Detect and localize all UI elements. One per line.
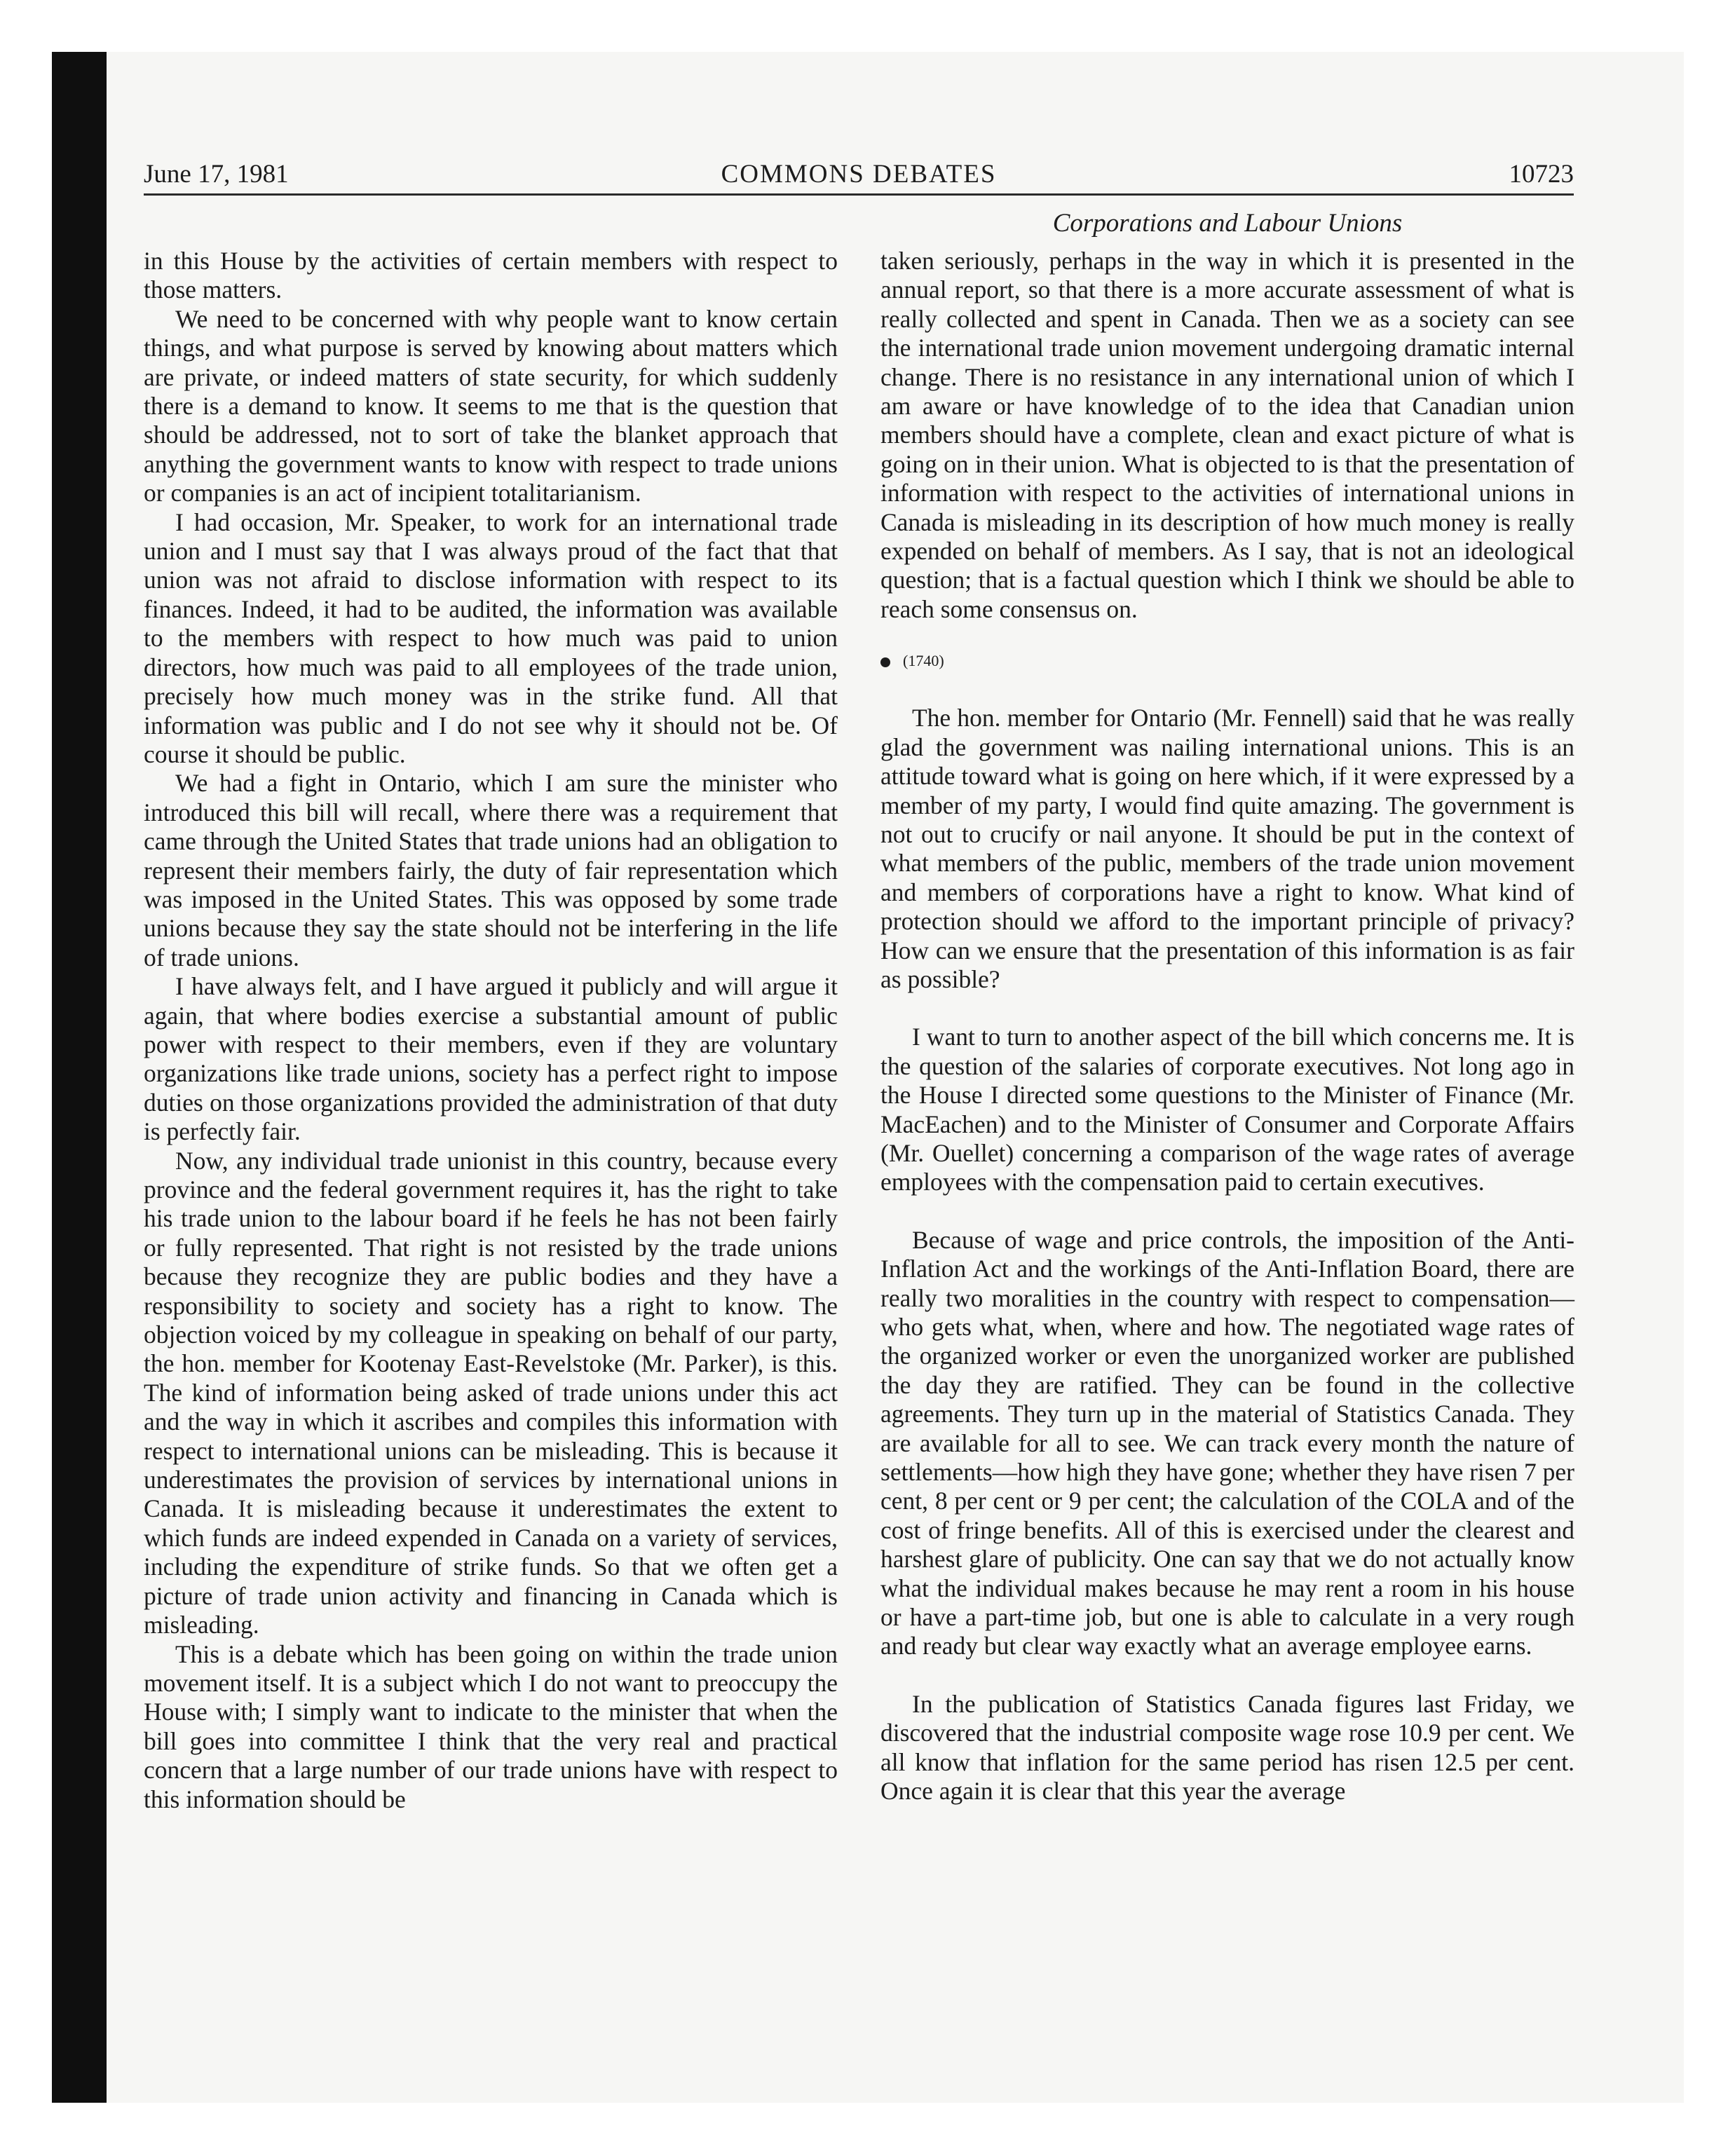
paragraph: taken seriously, perhaps in the way in which it is presented in the annual report, so that there is a more accurate assessment of what is really collected and spent in Canada. Then we as a society can see the international trade union movement undergoing dramatic internal change. There is no resistance in any international union of which I am aware or have knowledge of to the idea that Canadian union members should have a complete, clean and exact picture of what is going on in their union. What is objected to is that the presentation of information with respect to the activities of international unions in Canada is misleading in its description of how much money is really expended on behalf of members. As I say, that is not an ideological question; that is a factual question which I think we should be able to reach some consensus on.: [880, 247, 1574, 623]
bullet-dot-icon: [880, 657, 890, 667]
time-marker-label: (1740): [903, 652, 944, 670]
header-title: COMMONS DEBATES: [721, 160, 997, 189]
scan-edge-bar: [52, 52, 107, 2103]
paragraph: We had a fight in Ontario, which I am sure the minister who introduced this bill will recall, where there was a requirement that came through the United States that trade unions had an obligation to represent their members fairly, the duty of fair representation which was imposed in the United States. This was opposed by some trade unions because they say the state should not be interfering in the life of trade unions.: [144, 769, 838, 971]
paragraph: in this House by the activities of certain members with respect to those matters.: [144, 247, 838, 304]
paragraph: In the publication of Statistics Canada figures last Friday, we discovered that the industrial composite wage rose 10.9 per cent. We all know that inflation for the same period has risen 12.5 per cent. Once again it is clear that this year the average: [880, 1689, 1574, 1806]
page-header: [144, 158, 1574, 191]
header-date: June 17, 1981: [144, 160, 289, 189]
header-rule: [144, 193, 1574, 196]
left-column: [144, 247, 838, 1814]
paragraph: I have always felt, and I have argued it publicly and will argue it again, that where bodies exercise a substantial amount of public power with respect to their members, even if they are voluntary organizations like trade unions, society has a perfect right to impose duties on those organizations provided the administration of that duty is perfectly fair.: [144, 972, 838, 1146]
paragraph: Now, any individual trade unionist in this country, because every province and the federal government requires it, has the right to take his trade union to the labour board if he feels he has not been fairly or fully represented. That right is not resisted by the trade unions because they recognize they are public bodies and they have a responsibility to society and society has a right to know. The objection voiced by my colleague in speaking on behalf of our party, the hon. member for Kootenay East-Revelstoke (Mr. Parker), is this. The kind of information being asked of trade unions under this act and the way in which it ascribes and compiles this information with respect to international unions can be misleading. This is because it underestimates the provision of services by international unions in Canada. It is misleading because it underestimates the extent to which funds are indeed expended in Canada on a variety of services, including the expenditure of strike funds. So that we often get a picture of trade union activity and financing in Canada which is misleading.: [144, 1146, 838, 1639]
paragraph: This is a debate which has been going on within the trade union movement itself. It is a subject which I do not want to preoccupy the House with; I simply want to indicate to the minister that when the bill goes into committee I think that the very real and practical concern that a large number of our trade unions have with respect to this information should be: [144, 1639, 838, 1813]
paragraph: I had occasion, Mr. Speaker, to work for an international trade union and I must say that I was always proud of the fact that that union was not afraid to disclose information with respect to its finances. Indeed, it had to be audited, the information was available to the members with respect to how much was paid to union directors, how much was paid to all employees of the trade union, precisely how much money was in the strike fund. All that information was public and I do not see why it should not be. Of course it should be public.: [144, 507, 838, 768]
paragraph: I want to turn to another aspect of the bill which concerns me. It is the question of the salaries of corporate executives. Not long ago in the House I directed some questions to the Minister of Finance (Mr. MacEachen) and to the Minister of Consumer and Corporate Affairs (Mr. Ouellet) concerning a comparison of the wage rates of average employees with the compensation paid to certain executives.: [880, 1023, 1574, 1196]
page-number: 10723: [1509, 160, 1574, 189]
section-subheading: Corporations and Labour Unions: [1052, 209, 1403, 238]
paragraph: Because of wage and price controls, the imposition of the Anti-Inflation Act and the workings of the Anti-Inflation Board, there are really two moralities in the country with respect to compensation—who gets what, when, where and how. The negotiated wage rates of the organized worker or even the unorganized worker are published the day they are ratified. They can be found in the collective agreements. They turn up in the material of Statistics Canada. They are available for all to see. We can track every month the nature of settlements—how high they have gone; whether they have risen 7 per cent, 8 per cent or 9 per cent; the calculation of the COLA and of the cost of fringe benefits. All of this is exercised under the clearest and harshest glare of publicity. One can say that we do not actually know what the individual makes because he may rent a room in his house or have a part-time job, but one is able to calculate in a very rough and ready but clear way exactly what an average employee earns.: [880, 1225, 1574, 1660]
paragraph: The hon. member for Ontario (Mr. Fennell) said that he was really glad the government was nailing international unions. This is an attitude toward what is going on here which, if it were expressed by a member of my party, I would find quite amazing. The government is not out to crucify or nail anyone. It should be put in the context of what members of the public, members of the trade union movement and members of corporations have a right to know. What kind of protection should we afford to the important principle of privacy? How can we ensure that the presentation of this information is as fair as possible?: [880, 704, 1574, 993]
time-marker: [880, 649, 1574, 673]
paragraph: We need to be concerned with why people want to know certain things, and what purpose is served by knowing about matters which are private, or indeed matters of state security, for which suddenly there is a demand to know. It seems to me that is the question that should be addressed, not to sort of take the blanket approach that anything the government wants to know with respect to trade unions or companies is an act of incipient totalitarianism.: [144, 304, 838, 507]
right-column: [880, 247, 1574, 1806]
